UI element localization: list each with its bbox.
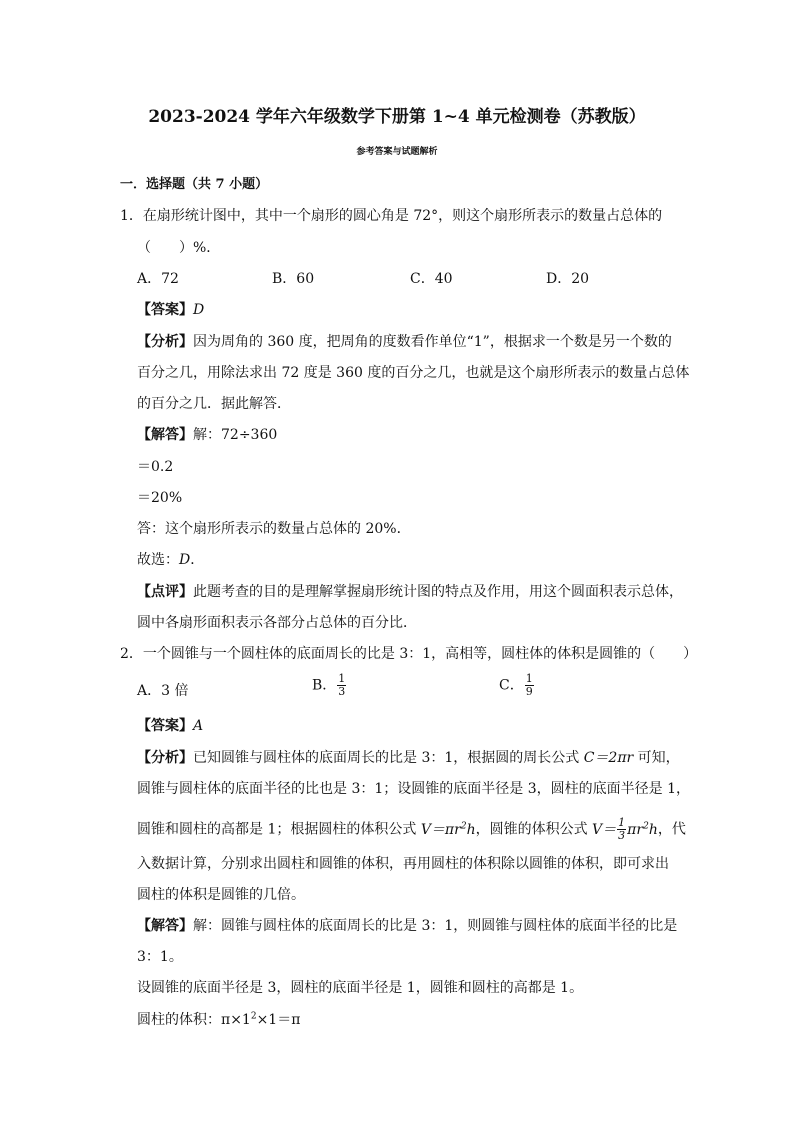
q2-analysis-line2: 圆锥与圆柱体的底面半径的比也是 3：1；设圆锥的底面半径是 3，圆柱的底面半径是 1， [137,781,690,797]
formula-fraction [617,817,626,842]
q2-analysis-line5: 圆柱的体积是圆锥的几倍。 [137,887,305,903]
q2-solution-line1 [137,917,677,935]
page-title: 2023-2024 学年六年级数学下册第 1~4 单元检测卷（苏教版） [148,107,646,127]
analysis-tag: 【分析】 [137,750,193,766]
answer-tag: 【答案】 [137,718,193,734]
q2-analysis-text: 圆锥和圆柱的高都是 1；根据圆柱的体积公式 [137,821,421,838]
fraction-denominator: 3 [338,685,346,698]
formula-part: V＝πr [420,821,461,838]
q2-analysis-text: ，圆锥的体积公式 [475,821,593,838]
q1-comment-text: 此题考查的目的是理解掌握扇形统计图的特点及作用，用这个圆面积表示总体， [193,584,683,600]
q1-choice-label: 故选： [137,552,179,568]
q1-option-b: B．60 [272,271,315,287]
q1-answer-value: D [193,302,205,318]
q2-analysis-text: ，代 [657,821,686,838]
section-heading: 一．选择题（共 7 小题） [120,177,269,192]
solution-tag: 【解答】 [137,918,193,934]
formula-exponent: 2 [460,820,467,831]
q1-analysis-text: 因为周角的 360 度，把周角的度数看作单位“1”，根据求一个数是另一个数的 [193,334,672,350]
analysis-tag: 【分析】 [137,334,193,350]
answer-tag: 【答案】 [137,302,193,318]
cylinder-volume-calc-end: ×1＝π [256,1012,301,1028]
q2-answer-value: A [193,718,204,734]
q1-solution-line2: ＝0.2 [137,459,174,475]
cylinder-volume-calc: 圆柱的体积：π×1 [137,1012,251,1028]
q1-analysis-line3: 的百分之几．据此解答． [137,396,291,412]
q1-option-d: D．20 [546,271,590,287]
q2-answer [137,717,203,735]
q1-choice-value: D [179,552,191,568]
fraction-numerator: 1 [618,816,626,829]
fraction-denominator: 9 [525,685,533,698]
q2-option-b [312,673,347,698]
formula-part: h [648,821,658,838]
q2-option-b-fraction [337,673,346,698]
q1-analysis-line2: 百分之几，用除法求出 72 度是 360 度的百分之几，也就是这个扇形所表示的数量占总体 [137,365,690,381]
q2-solution-line4 [137,1011,300,1029]
q1-stem-line2: （ ）%． [137,240,221,256]
page-subtitle: 参考答案与试题解析 [356,147,438,157]
q2-analysis-line1 [137,749,680,767]
q2-option-c-fraction [525,673,534,698]
q1-comment-line1 [137,583,683,601]
comment-tag: 【点评】 [137,584,193,600]
formula-exponent: 2 [643,820,649,831]
q1-choice-end: ． [190,552,205,568]
q2-solution-text: 解：圆锥与圆柱体的底面周长的比是 3：1，则圆锥与圆柱体的底面半径的比是 [193,918,678,934]
solution-tag: 【解答】 [137,427,193,443]
formula-part: πr [627,821,644,838]
q1-solution-line5 [137,551,204,569]
fraction-numerator: 1 [525,672,533,685]
q2-option-a: A．3 倍 [137,683,189,699]
q2-stem-line1: 2．一个圆锥与一个圆柱体的底面周长的比是 3：1，高相等，圆柱体的体积是圆锥的（ ） [120,646,698,662]
q1-solution-text: 解：72÷360 [193,427,278,443]
fraction-denominator: 3 [618,829,626,842]
q1-stem-line1: 1．在扇形统计图中，其中一个扇形的圆心角是 72°，则这个扇形所表示的数量占总体的 [120,208,663,224]
q1-solution-line1 [137,426,277,444]
q1-solution-line4: 答：这个扇形所表示的数量占总体的 20%． [137,521,411,537]
cone-volume-formula [592,816,658,842]
cylinder-volume-formula [421,822,476,838]
q2-solution-line2: 3：1。 [137,949,183,965]
q2-analysis-text-end: 可知， [633,750,680,766]
q2-analysis-line3 [137,817,686,842]
q1-analysis-line1 [137,333,672,351]
q2-option-c [499,673,535,698]
formula-part: V＝ [592,821,617,838]
q1-answer [137,301,204,319]
q2-analysis-text: 已知圆锥与圆柱体的底面周长的比是 3：1，根据圆的周长公式 [193,750,584,766]
q2-solution-line3: 设圆锥的底面半径是 3，圆柱的底面半径是 1，圆锥和圆柱的高都是 1。 [137,980,584,996]
q2-analysis-line4: 入数据计算，分别求出圆柱和圆锥的体积，再用圆柱的体积除以圆锥的体积，即可求出 [137,856,669,872]
calc-exponent: 2 [250,1011,257,1022]
q2-option-b-prefix: B． [312,677,337,694]
q1-solution-line3: ＝20% [137,490,183,506]
q2-circumference-formula: C＝2πr [583,750,634,766]
formula-part: h [466,821,476,838]
fraction-numerator: 1 [338,672,346,685]
q1-option-c: C．40 [410,271,453,287]
q1-comment-line2: 圆中各扇形面积表示各部分占总体的百分比． [137,615,417,631]
q2-option-c-prefix: C． [499,677,524,694]
q1-option-a: A．72 [137,271,179,287]
